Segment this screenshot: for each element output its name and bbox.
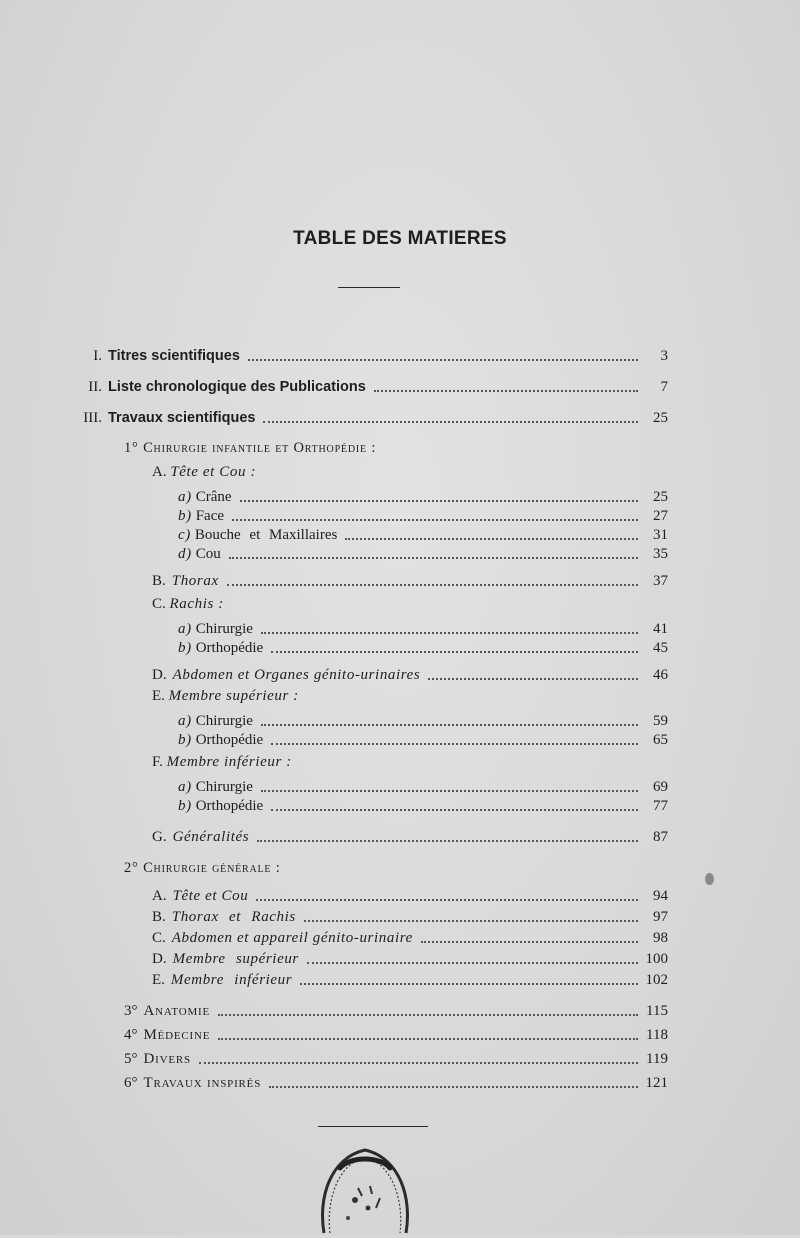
dot-leader	[218, 1038, 638, 1040]
entry-key: a)	[178, 779, 192, 795]
entry-number: 5°	[124, 1051, 138, 1067]
entry-label: Chirurgie	[195, 713, 253, 729]
dot-leader	[271, 809, 638, 811]
dot-leader	[269, 1086, 637, 1088]
entry-key: a)	[178, 621, 192, 637]
entry-page: 119	[646, 1051, 668, 1067]
toc-entry-thorax	[152, 568, 668, 590]
toc-entry-p2-membre-inf	[152, 967, 668, 989]
entry-letter: B.	[152, 573, 166, 589]
toc-entry-travaux-inspires	[124, 1070, 668, 1092]
entry-label: Tête et Cou	[172, 888, 249, 904]
subsection-letter: C.	[152, 596, 166, 612]
subsection-letter: A.	[152, 464, 167, 480]
toc-entry-ms-orthopedie	[178, 727, 668, 749]
entry-page: 100	[645, 951, 668, 967]
entry-label: Bouche et Maxillaires	[194, 527, 338, 543]
entry-page: 97	[653, 909, 668, 925]
entry-label: Chirurgie	[195, 621, 253, 637]
toc-entry-divers	[124, 1046, 668, 1068]
entry-label: Divers	[143, 1051, 191, 1067]
entry-label: Travaux scientifiques	[108, 410, 256, 426]
entry-label: Liste chronologique des Publications	[108, 379, 366, 395]
dot-leader	[261, 724, 638, 726]
subsection-label: Membre supérieur :	[168, 688, 299, 704]
subsection-letter: F.	[152, 754, 163, 770]
dot-leader	[229, 557, 638, 559]
entry-letter: G.	[152, 829, 167, 845]
entry-key: b)	[178, 732, 192, 748]
toc-entry-abdomen	[152, 662, 668, 684]
entry-label: Thorax et Rachis	[171, 909, 296, 925]
subsection-label: Membre inférieur :	[166, 754, 292, 770]
entry-label: Face	[195, 508, 225, 524]
dot-leader	[345, 538, 638, 540]
toc-entry-anatomie	[124, 998, 668, 1020]
page-blemish	[705, 873, 714, 885]
toc-entry-p2-thorax	[152, 904, 668, 926]
entry-letter: B.	[152, 909, 166, 925]
dot-leader	[232, 519, 638, 521]
entry-label: Chirurgie	[195, 779, 253, 795]
entry-label: Thorax	[171, 573, 219, 589]
subsection-membre-inferieur	[152, 754, 292, 771]
toc-entry-travaux	[68, 405, 668, 427]
subsection-membre-superieur	[152, 688, 299, 705]
entry-page: 45	[653, 640, 668, 656]
entry-number: I.	[93, 348, 102, 364]
entry-page: 98	[653, 930, 668, 946]
dot-leader	[421, 941, 638, 943]
dot-leader	[428, 678, 638, 680]
entry-number: 6°	[124, 1075, 138, 1091]
entry-letter: D.	[152, 951, 167, 967]
entry-page: 118	[646, 1027, 668, 1043]
entry-page: 121	[645, 1075, 668, 1091]
entry-page: 37	[653, 573, 668, 589]
toc-entry-titres	[82, 343, 668, 365]
entry-page: 69	[653, 779, 668, 795]
entry-label: Orthopédie	[195, 640, 264, 656]
dot-leader	[271, 651, 638, 653]
dot-leader	[263, 421, 638, 423]
entry-letter: D.	[152, 667, 167, 683]
dot-leader	[374, 390, 638, 392]
entry-key: b)	[178, 798, 192, 814]
entry-number: 3°	[124, 1003, 138, 1019]
dot-leader	[307, 962, 638, 964]
subsection-rachis	[152, 596, 224, 613]
dot-leader	[261, 790, 638, 792]
entry-number: III.	[83, 410, 102, 426]
dot-leader	[261, 632, 638, 634]
title-rule	[338, 287, 400, 288]
subsection-label: Tête et Cou :	[170, 464, 257, 480]
subsection-label: Rachis :	[169, 596, 224, 612]
entry-label: Généralités	[172, 829, 250, 845]
entry-page: 94	[653, 888, 668, 904]
entry-key: a)	[178, 713, 192, 729]
entry-page: 3	[660, 348, 668, 364]
entry-page: 25	[653, 489, 668, 505]
entry-page: 77	[653, 798, 668, 814]
section-heading-chirurgie-infantile: 1° Chirurgie infantile et Orthopédie :	[124, 440, 377, 456]
library-stamp-icon	[310, 1138, 420, 1238]
entry-key: a)	[178, 489, 192, 505]
dot-leader	[218, 1014, 638, 1016]
dot-leader	[240, 500, 638, 502]
toc-entry-p2-tete	[152, 883, 668, 905]
entry-page: 59	[653, 713, 668, 729]
entry-key: d)	[178, 546, 192, 562]
entry-letter: A.	[152, 888, 167, 904]
entry-page: 102	[645, 972, 668, 988]
toc-entry-mi-orthopedie	[178, 793, 668, 815]
bottom-rule	[318, 1126, 428, 1127]
subsection-tete-cou	[152, 464, 256, 481]
entry-label: Orthopédie	[195, 732, 264, 748]
entry-page: 31	[653, 527, 668, 543]
entry-page: 27	[653, 508, 668, 524]
entry-page: 41	[653, 621, 668, 637]
entry-label: Anatomie	[143, 1003, 211, 1019]
section-heading-chirurgie-generale: 2° Chirurgie générale :	[124, 860, 281, 876]
entry-letter: E.	[152, 972, 165, 988]
entry-label: Membre inférieur	[170, 972, 293, 988]
dot-leader	[248, 359, 638, 361]
entry-key: b)	[178, 508, 192, 524]
toc-entry-generalites	[152, 824, 668, 846]
entry-label: Travaux inspirés	[143, 1075, 262, 1091]
entry-label: Abdomen et appareil génito-urinaire	[171, 930, 413, 946]
entry-label: Abdomen et Organes génito-urinaires	[172, 667, 421, 683]
toc-entry-liste	[75, 374, 668, 396]
dot-leader	[257, 840, 638, 842]
entry-letter: C.	[152, 930, 166, 946]
entry-page: 87	[653, 829, 668, 845]
entry-page: 115	[646, 1003, 668, 1019]
entry-number: II.	[88, 379, 102, 395]
entry-page: 46	[653, 667, 668, 683]
dot-leader	[300, 983, 637, 985]
entry-key: c)	[178, 527, 191, 543]
dot-leader	[227, 584, 638, 586]
page-title: TABLE DES MATIERES	[293, 228, 507, 249]
entry-label: Crâne	[195, 489, 232, 505]
subsection-letter: E.	[152, 688, 165, 704]
dot-leader	[199, 1062, 638, 1064]
dot-leader	[304, 920, 638, 922]
entry-page: 25	[653, 410, 668, 426]
entry-label: Membre supérieur	[172, 951, 299, 967]
toc-entry-p2-abdomen	[152, 925, 668, 947]
entry-label: Titres scientifiques	[108, 348, 240, 364]
toc-entry-p2-membre-sup	[152, 946, 668, 968]
toc-entry-cou	[178, 541, 668, 563]
toc-entry-rachis-orthopedie	[178, 635, 668, 657]
entry-page: 65	[653, 732, 668, 748]
dot-leader	[271, 743, 638, 745]
entry-key: b)	[178, 640, 192, 656]
entry-number: 4°	[124, 1027, 138, 1043]
entry-page: 35	[653, 546, 668, 562]
entry-label: Orthopédie	[195, 798, 264, 814]
entry-label: Cou	[195, 546, 221, 562]
dot-leader	[256, 899, 638, 901]
toc-entry-medecine	[124, 1022, 668, 1044]
entry-label: Médecine	[143, 1027, 211, 1043]
entry-page: 7	[660, 379, 668, 395]
